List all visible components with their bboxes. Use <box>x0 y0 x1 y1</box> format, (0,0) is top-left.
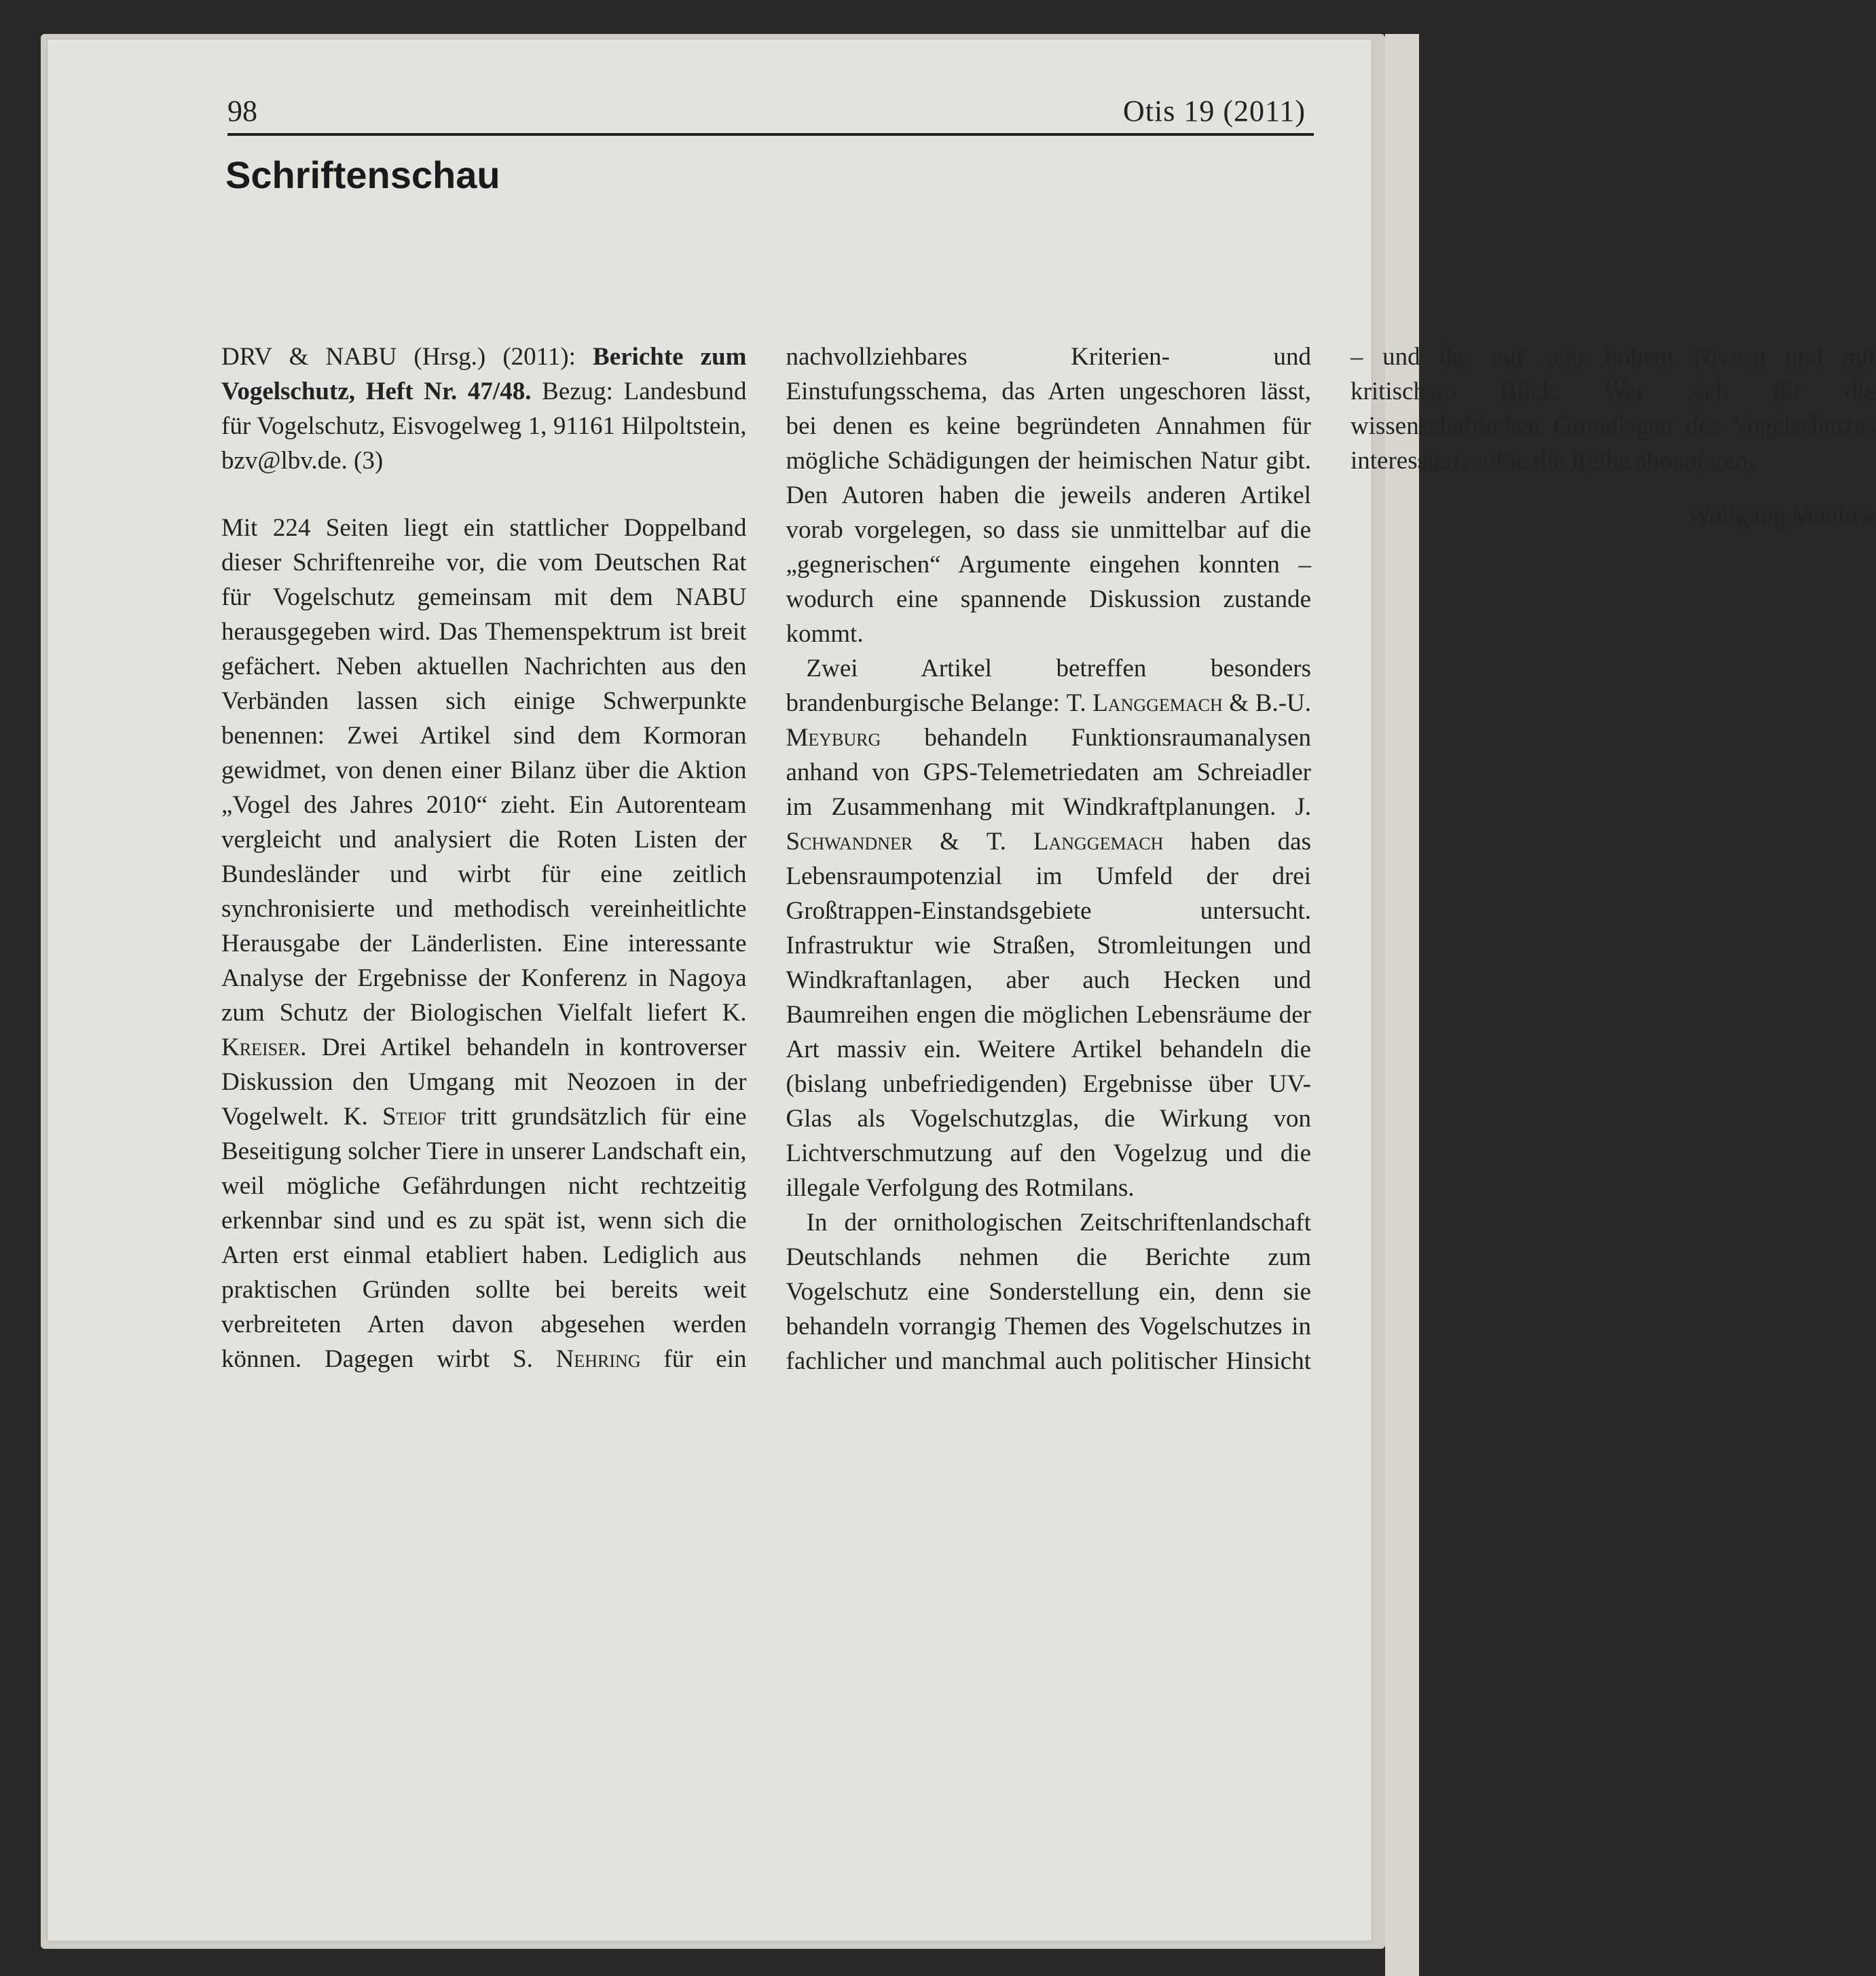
running-header <box>227 94 1314 136</box>
paragraph-text: tritt grundsätzlich für eine Beseitigung solcher Tiere in unserer Landschaft ein, weil mögliche Gefährdungen nicht rechtzeitig erkennbar sind und es zu spät ist, wenn sich die Arten erst einmal etabliert haben. Lediglich aus praktischen Gründen sollte bei bereits weit verbreiteten Arten davon abgesehen werden können. Dagegen wirbt <box>221 1103 747 1373</box>
paragraph-text: haben das Lebensraumpotenzial im Umfeld der drei Großtrappen-Einstandsgebiete untersucht. Infrastruktur wie Straßen, Stromleitungen und Windkraftanlagen, aber auch Hecken und Baumreihen engen die möglichen Lebensräume der Art massiv ein. Weitere Artikel behandeln die (bislang unbefriedigenden) Ergebnisse über UV-Glas als Vogelschutzglas, die Wirkung von Lichtverschmutzung auf den Vogelzug und die illegale Verfolgung des Rotmilans. <box>786 828 1311 1202</box>
author-name: B.-U. Meyburg <box>786 689 1311 752</box>
author-name: T. Langgemach <box>986 828 1164 856</box>
review-paragraph-2 <box>786 651 1312 1205</box>
paragraph-text: Zwei Artikel betreffen besonders brandenburgische Belange: <box>786 655 1311 717</box>
paragraph-text: behandeln Funktionsraumanalysen anhand von GPS-Telemetriedaten am Schreiadler im Zusammenhang mit Windkraftplanungen. <box>786 724 1311 821</box>
ampersand: & <box>913 828 987 856</box>
author-name: K. Kreiser <box>221 999 747 1061</box>
author-name: T. Langgemach <box>1066 689 1223 717</box>
paragraph-text: für ein nachvollziehbares Kriterien- und Einstufungsschema, das Arten ungeschoren lässt, bei denen es keine begründeten Annahmen für mögliche Schädigungen der heimischen Natur gibt. Den Autoren haben die jeweils anderen Artikel vorab vorgelegen, so dass sie unmittelbar auf die „gegnerischen“ Argumente eingehen konnten – wodurch eine spannende Diskussion zustande kommt. <box>640 343 1311 1373</box>
bibliographic-entry <box>221 340 747 478</box>
reviewer-signature: Wolfgang Mädlow <box>1687 502 1876 530</box>
citation-suffix: Bezug: Landesbund für Vogelschutz, Eisvogelweg 1, 91161 Hilpoltstein, bzv@lbv.de. (3) <box>221 378 747 475</box>
section-title: Schriftenschau <box>225 153 500 196</box>
review-body <box>221 340 1876 1406</box>
journal-citation: Otis 19 (2011) <box>1122 94 1306 128</box>
paragraph-text: . Drei Artikel behandeln in kontroverser Diskussion den Umgang mit Neozoen in der Vogelwelt. <box>221 1033 747 1131</box>
paragraph-text: Mit 224 Seiten liegt ein stattlicher Doppelband dieser Schriftenreihe vor, die vom Deutschen Rat für Vogelschutz gemeinsam mit dem NABU herausgegeben wird. Das Themenspektrum ist breit gefächert. Neben aktuellen Nachrichten aus den Verbänden lassen sich einige Schwerpunkte benennen: Zwei Artikel sind dem Kormoran gewidmet, von denen einer Bilanz über die Aktion „Vogel des Jahres 2010“ zieht. Ein Autorenteam vergleicht und analysiert die Roten Listen der Bundesländer und wirbt für eine zeitlich synchronisierte und methodisch vereinheitlichte Herausgabe der Länderlisten. Eine interessante Analyse der Ergebnisse der Konferenz in Nagoya zum Schutz der Biologischen Vielfalt liefert <box>221 514 747 1027</box>
author-name: K. Steiof <box>343 1103 447 1131</box>
page-number: 98 <box>227 94 257 128</box>
ampersand: & <box>1222 689 1255 717</box>
review-paragraph-3: In der ornithologischen Zeitschriftenlandschaft Deutschlands nehmen die Berichte zum Vogelschutz eine Sonderstellung ein, denn sie behandeln vorrangig Themen des Vogelschutzes in fachlicher und manchmal auch politischer Hinsicht – und das auf sehr hohem Niveau und mit kritischem Blick. Wer sich für die wissenschaftlichen Grundlagen des Vogelschutzes interessiert, sollte die Reihe abonnieren. <box>786 343 1876 1375</box>
citation-title: Berichte zum Vogelschutz, Heft Nr. 47/48. <box>221 343 747 405</box>
citation-prefix: DRV & NABU (Hrsg.) (2011): <box>221 343 593 371</box>
author-name: J. Schwandner <box>786 793 1311 856</box>
author-name: S. Nehring <box>513 1345 641 1373</box>
facing-page-edge <box>1385 34 1419 1976</box>
